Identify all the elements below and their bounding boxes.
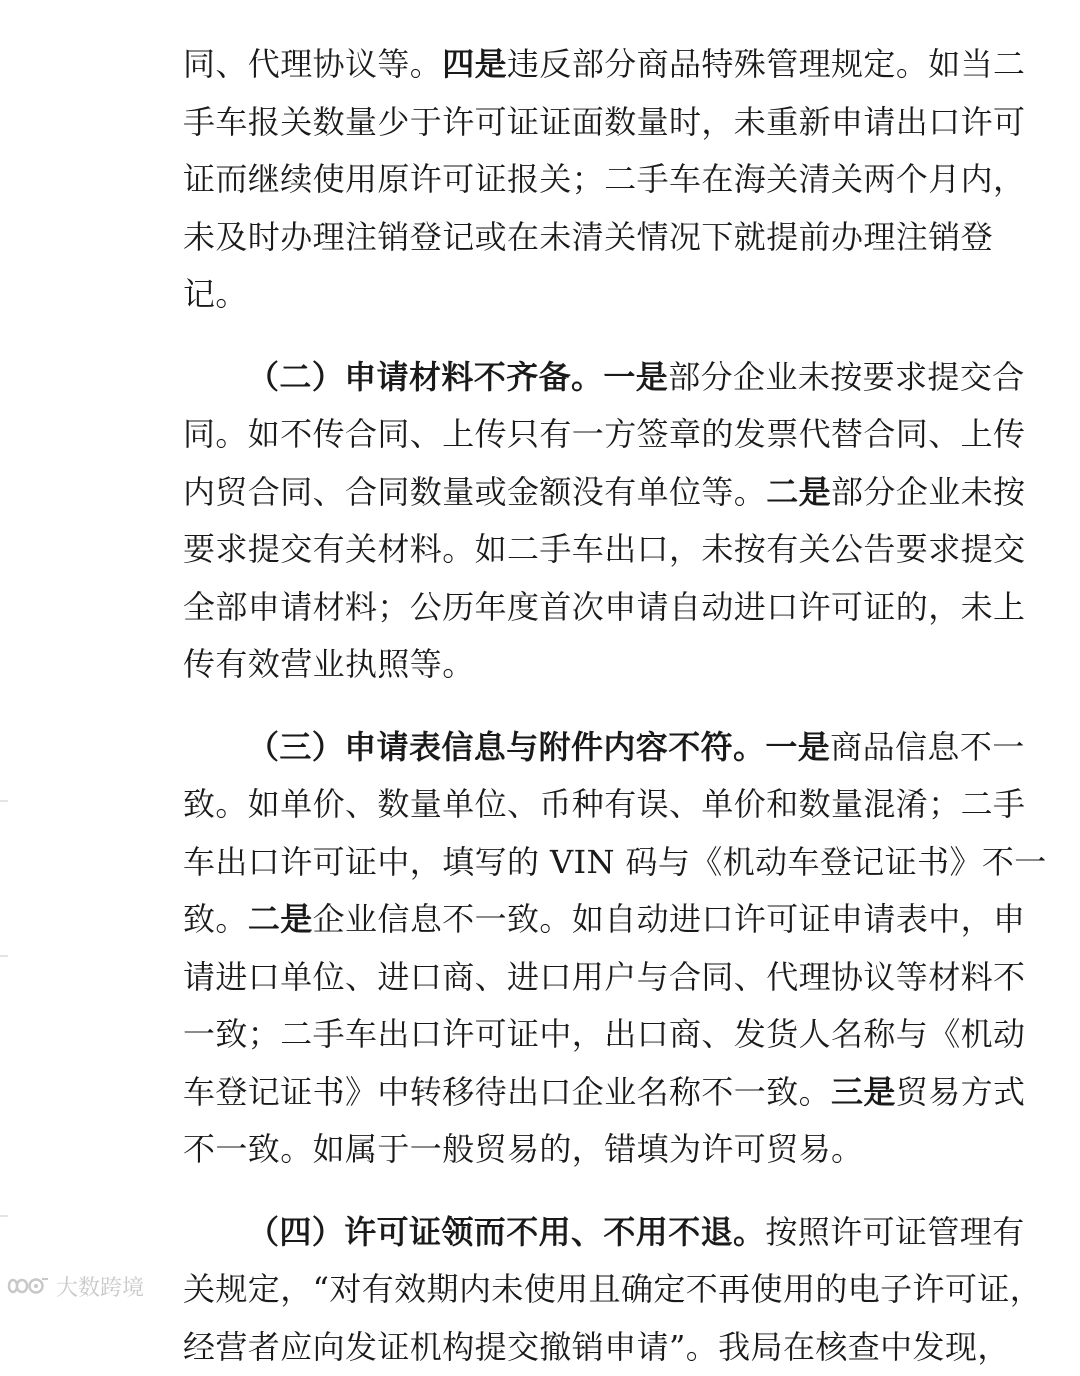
bold-text-segment: 三是 <box>831 1073 896 1111</box>
text-segment: 部分企业未按 <box>831 473 1025 511</box>
text-segment: 部分企业未按要求提交合 <box>668 358 1024 396</box>
text-line <box>183 406 931 464</box>
bold-text-segment: 二是 <box>766 473 831 511</box>
text-segment: 商品信息不一 <box>830 728 1024 766</box>
paragraph-gap <box>183 324 931 349</box>
bold-text-segment: （二）申请材料不齐备。 <box>247 358 603 396</box>
text-segment: 按照许可证管理有 <box>765 1213 1024 1251</box>
text-segment: 全部申请材料；公历年度首次申请自动进口许可证的，未上 <box>183 588 1025 626</box>
bold-text-segment: 四是 <box>442 45 507 83</box>
text-segment: 手车报关数量少于许可证证面数量时，未重新申请出口许可 <box>183 103 1025 141</box>
text-line <box>183 94 931 152</box>
text-line <box>183 1064 931 1122</box>
text-line <box>183 209 931 267</box>
text-segment: 违反部分商品特殊管理规定。如当二 <box>507 45 1025 83</box>
text-line <box>183 834 931 892</box>
text-line <box>183 36 931 94</box>
text-line <box>183 1121 931 1179</box>
text-segment: 关规定，“对有效期内未使用且确定不再使用的电子许可证， <box>183 1270 1042 1308</box>
text-segment: 请进口单位、进口商、进口用户与合同、代理协议等材料不 <box>183 958 1025 996</box>
text-line <box>183 776 931 834</box>
text-segment: 企业信息不一致。如自动进口许可证申请表中，申 <box>313 900 1026 938</box>
watermark-text: 大数跨境 <box>56 1271 144 1302</box>
bold-text-segment: （四）许可证领而不用、不用不退。 <box>247 1213 765 1251</box>
text-segment: 要求提交有关材料。如二手车出口，未按有关公告要求提交 <box>183 530 1025 568</box>
text-line <box>183 266 931 324</box>
document-body <box>183 36 931 1376</box>
scan-edge-mark <box>0 1215 8 1217</box>
text-segment: 致。 <box>183 900 248 938</box>
text-segment: 经营者应向发证机构提交撤销申请”。我局在核查中发现， <box>183 1328 1010 1366</box>
text-segment: 一致；二手车出口许可证中，出口商、发货人名称与《机动 <box>183 1015 1025 1053</box>
text-line <box>183 349 931 407</box>
text-segment: 贸易方式 <box>896 1073 1026 1111</box>
text-segment: 证而继续使用原许可证报关；二手车在海关清关两个月内， <box>183 160 1025 198</box>
text-line <box>183 891 931 949</box>
text-segment: 车出口许可证中，填写的 VIN 码与《机动车登记证书》不一 <box>183 843 1047 881</box>
text-segment: 致。如单价、数量单位、币种有误、单价和数量混淆；二手 <box>183 785 1025 823</box>
text-line <box>183 521 931 579</box>
text-segment: 传有效营业执照等。 <box>183 645 475 683</box>
text-segment: 不一致。如属于一般贸易的，错填为许可贸易。 <box>183 1130 863 1168</box>
text-line <box>183 1261 931 1319</box>
text-segment: 车登记证书》中转移待出口企业名称不一致。 <box>183 1073 831 1111</box>
text-segment: 未及时办理注销登记或在未清关情况下就提前办理注销登 <box>183 218 993 256</box>
text-line <box>183 1204 931 1262</box>
scan-edge-mark <box>0 955 8 957</box>
paragraph-gap <box>183 694 931 719</box>
bold-text-segment: （三）申请表信息与附件内容不符。 <box>247 728 765 766</box>
watermark <box>6 1270 144 1302</box>
text-line <box>183 1319 931 1376</box>
text-line <box>183 949 931 1007</box>
paragraph-gap <box>183 1179 931 1204</box>
text-line <box>183 464 931 522</box>
text-segment: 内贸合同、合同数量或金额没有单位等。 <box>183 473 766 511</box>
bold-text-segment: 一是 <box>603 358 668 396</box>
text-line <box>183 579 931 637</box>
text-segment: 记。 <box>183 275 248 313</box>
text-line <box>183 636 931 694</box>
bold-text-segment: 二是 <box>248 900 313 938</box>
scan-edge-mark <box>0 800 8 802</box>
text-line <box>183 151 931 209</box>
text-segment: 同。如不传合同、上传只有一方签章的发票代替合同、上传 <box>183 415 1025 453</box>
text-line <box>183 1006 931 1064</box>
text-line <box>183 719 931 777</box>
text-segment: 同、代理协议等。 <box>183 45 442 83</box>
infinity-logo-icon <box>6 1273 50 1299</box>
bold-text-segment: 一是 <box>765 728 830 766</box>
